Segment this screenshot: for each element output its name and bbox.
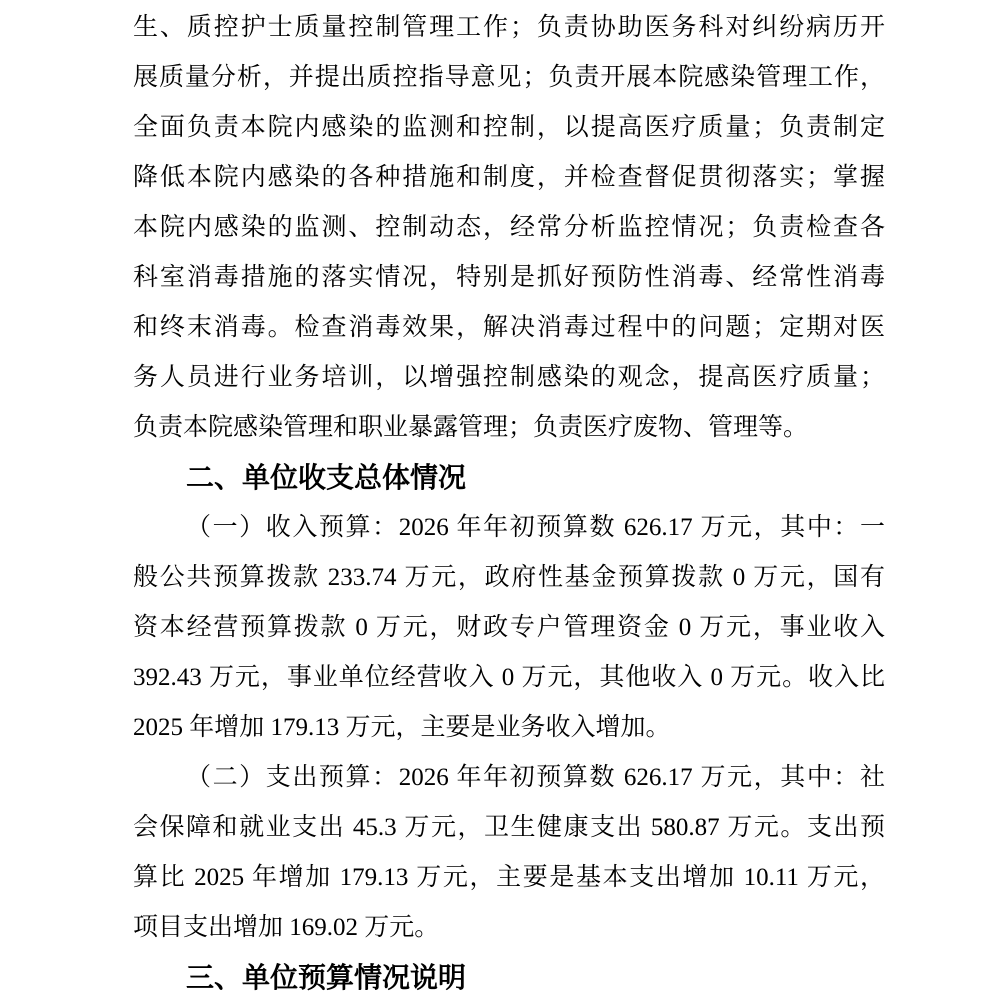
body-line: 务人员进行业务培训，以增强控制感染的观念，提高医疗质量；: [133, 364, 885, 391]
body-line: 项目支出增加 169.02 万元。: [133, 914, 440, 941]
body-line: 2025 年增加 179.13 万元，主要是业务收入增加。: [133, 714, 671, 741]
body-line: （二）支出预算：2026 年年初预算数 626.17 万元，其中：社: [186, 764, 885, 791]
body-line: 展质量分析，并提出质控指导意见；负责开展本院感染管理工作，: [133, 64, 885, 91]
body-line: 392.43 万元，事业单位经营收入 0 万元，其他收入 0 万元。收入比: [133, 664, 885, 691]
body-line: 全面负责本院内感染的监测和控制，以提高医疗质量；负责制定: [133, 114, 885, 141]
section-heading-income-expense: 二、单位收支总体情况: [186, 462, 467, 493]
body-line: 资本经营预算拨款 0 万元，财政专户管理资金 0 万元，事业收入: [133, 614, 885, 641]
body-line: 本院内感染的监测、控制动态，经常分析监控情况；负责检查各: [133, 214, 885, 241]
body-line: 般公共预算拨款 233.74 万元，政府性基金预算拨款 0 万元，国有: [133, 564, 885, 591]
section-heading-budget-notes: 三、单位预算情况说明: [186, 962, 467, 993]
body-line: 降低本院内感染的各种措施和制度，并检查督促贯彻落实；掌握: [133, 164, 885, 191]
body-line: （一）收入预算：2026 年年初预算数 626.17 万元，其中：一: [186, 514, 885, 541]
body-line: 会保障和就业支出 45.3 万元，卫生健康支出 580.87 万元。支出预: [133, 814, 885, 841]
body-line: 和终末消毒。检查消毒效果，解决消毒过程中的问题；定期对医: [133, 314, 885, 341]
body-line: 科室消毒措施的落实情况，特别是抓好预防性消毒、经常性消毒: [133, 264, 885, 291]
body-line: 负责本院感染管理和职业暴露管理；负责医疗废物、管理等。: [133, 414, 809, 441]
document-content: [133, 3, 885, 1002]
body-line: 生、质控护士质量控制管理工作；负责协助医务科对纠纷病历开: [133, 14, 885, 41]
body-line: 算比 2025 年增加 179.13 万元，主要是基本支出增加 10.11 万元，: [133, 864, 885, 891]
